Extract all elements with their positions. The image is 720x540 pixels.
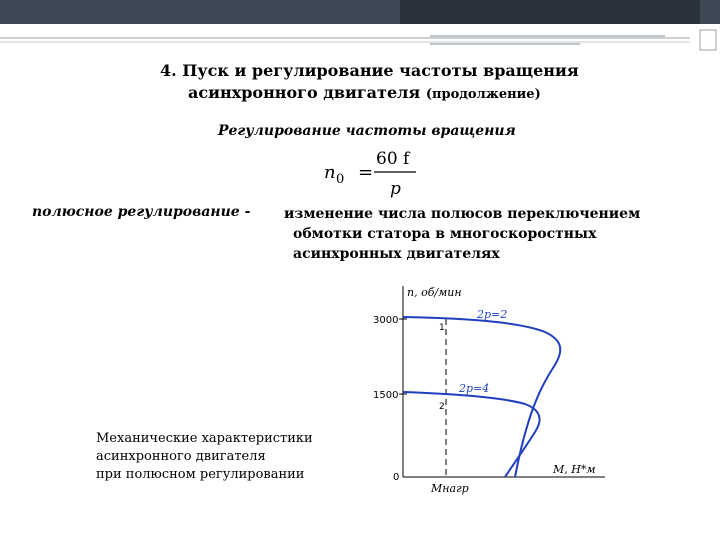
method-description xyxy=(284,204,704,264)
header-bar xyxy=(0,0,720,24)
description-line-2: обмотки статора в многоскоростных xyxy=(293,226,597,242)
title-line-2-text: асинхронного двигателя xyxy=(188,83,421,102)
x-axis-label: M, Н*м xyxy=(553,463,596,476)
chart-caption xyxy=(92,428,360,486)
title-line-1: 4. Пуск и регулирование частоты вращения xyxy=(160,61,579,80)
formula-denominator: p xyxy=(390,179,401,199)
y-tick-1500: 1500 xyxy=(373,390,399,401)
series-2p4-label: 2p=4 xyxy=(459,382,490,395)
description-line-1: изменение числа полюсов переключением xyxy=(284,206,641,222)
title-suffix: (продолжение) xyxy=(425,87,541,102)
slide-title xyxy=(160,60,610,106)
point-label-2: 2 xyxy=(439,402,445,412)
description-line-3: асинхронных двигателях xyxy=(293,246,500,262)
load-torque-label: Mнагр xyxy=(431,482,469,495)
formula-equals: = xyxy=(358,162,374,183)
y-axis-label: n, об/мин xyxy=(407,286,462,299)
title-line-2 xyxy=(160,82,610,106)
point-label-1: 1 xyxy=(439,323,445,333)
y-tick-3000: 3000 xyxy=(373,315,399,326)
series-2p4-curve xyxy=(403,392,540,477)
speed-formula xyxy=(320,142,430,202)
formula-numerator: 60 f xyxy=(376,149,410,169)
method-label: полюсное регулирование - xyxy=(32,204,251,220)
caption-line-2: асинхронного двигателя xyxy=(96,449,266,464)
formula-lhs-sub: 0 xyxy=(336,172,345,187)
caption-line-3: при полюсном регулировании xyxy=(96,467,305,482)
formula-lhs: n xyxy=(324,162,336,183)
caption-line-1: Механические характеристики xyxy=(96,431,313,446)
series-2p2-label: 2p=2 xyxy=(477,308,508,321)
header-tab xyxy=(400,0,700,24)
y-tick-0: 0 xyxy=(393,472,400,483)
decorative-lines xyxy=(0,24,720,54)
mechanical-characteristics-chart xyxy=(355,280,615,500)
chart-svg xyxy=(355,280,615,500)
subtitle: Регулирование частоты вращения xyxy=(218,123,516,139)
